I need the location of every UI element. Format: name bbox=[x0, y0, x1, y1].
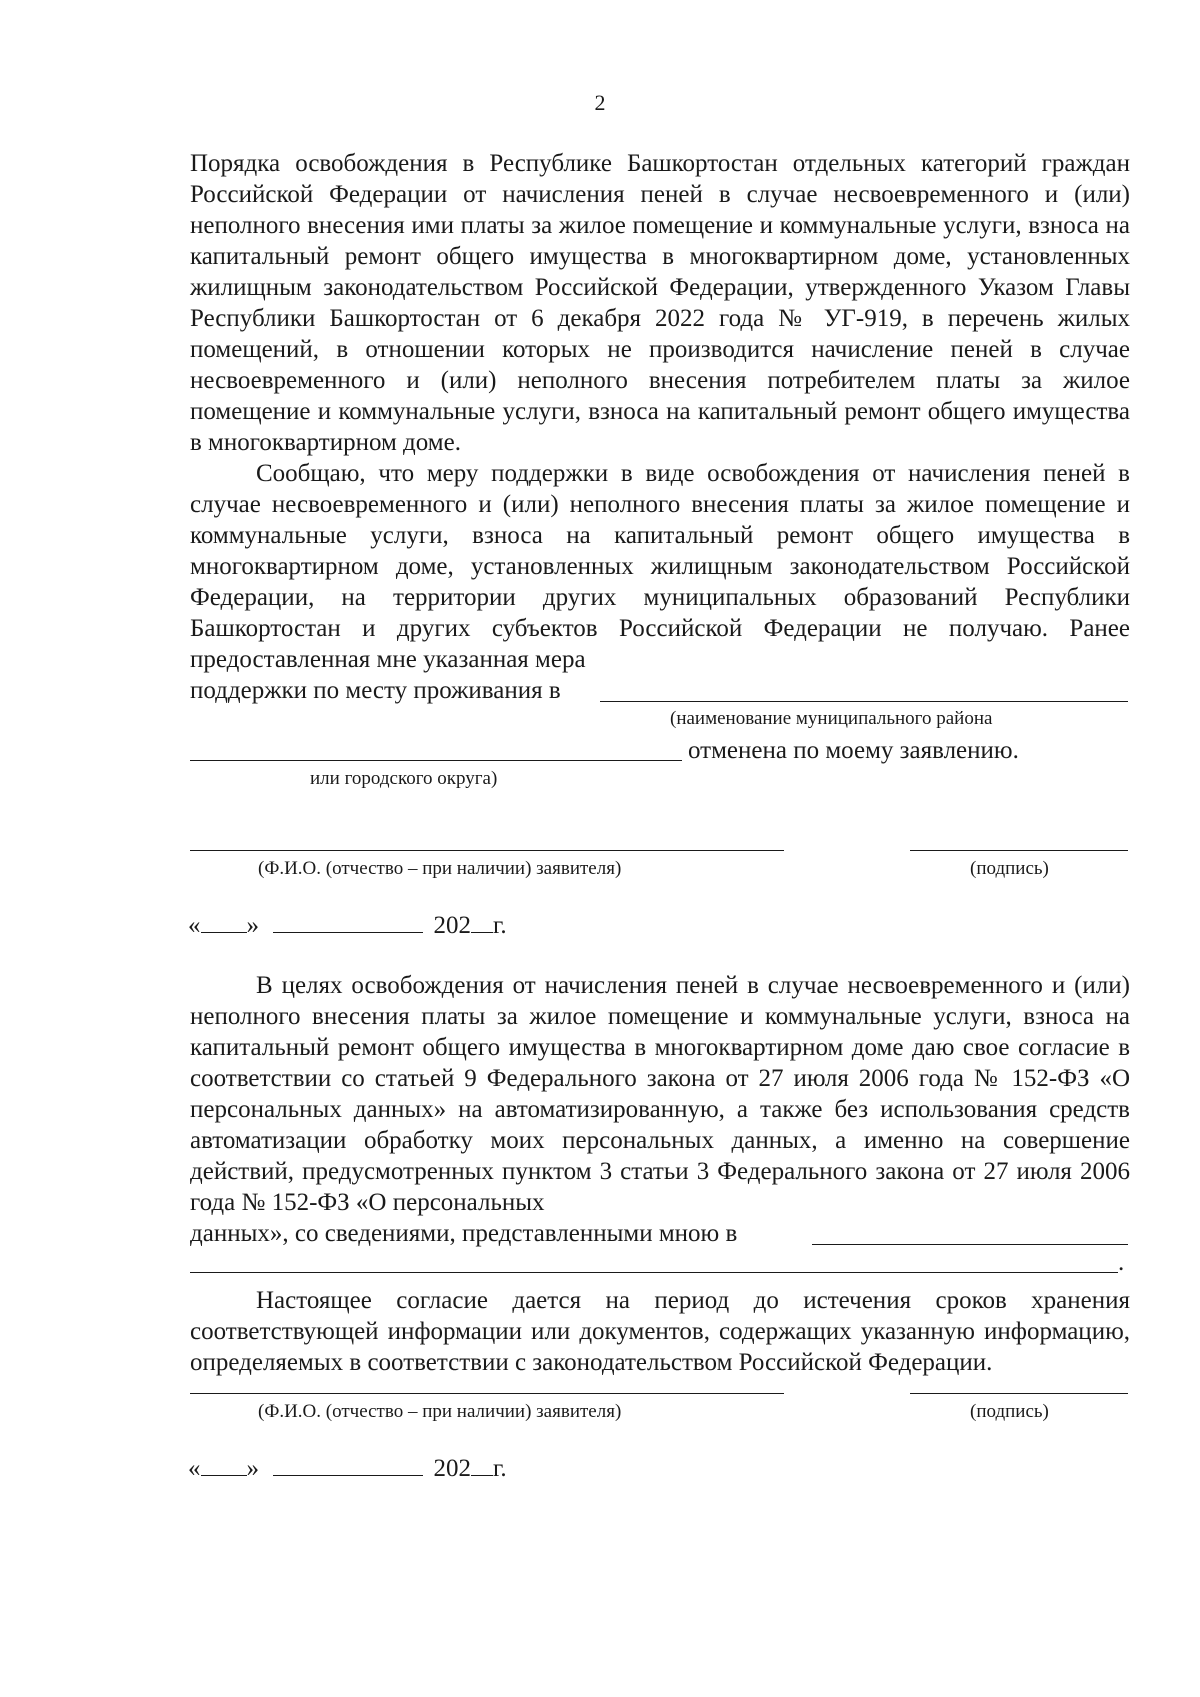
cancelled-text: отменена по моему заявлению. bbox=[688, 737, 1019, 764]
date-close-quote: » bbox=[246, 1455, 259, 1482]
date-month-blank[interactable] bbox=[273, 1455, 423, 1476]
consent-info-end: . bbox=[1118, 1249, 1125, 1276]
fio-line-2[interactable] bbox=[190, 1393, 784, 1394]
consent-info-line-1[interactable] bbox=[812, 1244, 1128, 1245]
date-year-suffix: г. bbox=[493, 912, 507, 939]
date-open-quote: « bbox=[188, 912, 201, 939]
paragraph-no-support-statement: Сообщаю, что меру поддержки в виде освобождения от начисления пеней в случае несвоевременного и (или) неполного внесения платы за жилое помещение и коммунальные услуги, взноса на капитальный ремонт общего имущества в многоквартирном доме, установленных жилищным законодательством Российской Федерации, на территории других муниципальных образований Республики Башкортостан и других субъектов Российской Федерации не получаю. Ранее предоставленная мне указанная мера bbox=[190, 460, 1130, 673]
date-year: 202 bbox=[433, 912, 471, 939]
date-day-blank[interactable] bbox=[201, 912, 247, 933]
fio-label-1: (Ф.И.О. (отчество – при наличии) заявителя) bbox=[258, 858, 622, 879]
date-year-blank[interactable] bbox=[471, 1455, 493, 1476]
fio-label-2: (Ф.И.О. (отчество – при наличии) заявителя) bbox=[258, 1401, 622, 1422]
municipality-line-2[interactable] bbox=[190, 760, 682, 761]
paragraph-consent: В целях освобождения от начисления пеней в случае несвоевременного и (или) неполного внесения платы за жилое помещение и коммунальные услуги, взноса на капитальный ремонт общего имущества в многоквартирном доме даю свое согласие в соответствии со статьей 9 Федерального закона от 27 июля 2006 года № 152-ФЗ «О персональных данных» на автоматизированную, а также без использования средств автоматизации обработку моих персональных данных, а именно на совершение действий, предусмотренных пунктом 3 статьи 3 Федерального закона от 27 июля 2006 года № 152-ФЗ «О персональных bbox=[190, 972, 1130, 1216]
paragraph-decree-reference: Порядка освобождения в Республике Башкортостан отдельных категорий граждан Российской Федерации от начисления пеней в случае несвоевременного и (или) неполного внесения ими платы за жилое помещение и коммунальные услуги, взноса на капитальный ремонт общего имущества в многоквартирном доме, установленных жилищным законодательством Российской Федерации, утвержденного Указом Главы Республики Башкортостан от 6 декабря 2022 года № УГ-919, в перечень жилых помещений, в отношении которых не производится начисление пеней в случае несвоевременного и (или) неполного внесения потребителем платы за жилое помещение и коммунальные услуги, взноса на капитальный ремонт общего имущества в многоквартирном доме. bbox=[190, 150, 1130, 456]
date-year: 202 bbox=[433, 1455, 471, 1482]
signature-line-1[interactable] bbox=[910, 850, 1128, 851]
support-location-label: поддержки по месту проживания в bbox=[190, 677, 561, 704]
date-close-quote: » bbox=[246, 912, 259, 939]
consent-info-line-2[interactable] bbox=[190, 1272, 1118, 1273]
date-year-suffix: г. bbox=[493, 1455, 507, 1482]
date-month-blank[interactable] bbox=[273, 912, 423, 933]
municipality-hint-1: (наименование муниципального района bbox=[670, 708, 993, 729]
date-year-blank[interactable] bbox=[471, 912, 493, 933]
date-day-blank[interactable] bbox=[201, 1455, 247, 1476]
signature-label-2: (подпись) bbox=[970, 1401, 1049, 1422]
municipality-hint-2: или городского округа) bbox=[310, 768, 498, 789]
fio-line-1[interactable] bbox=[190, 850, 784, 851]
date-open-quote: « bbox=[188, 1455, 201, 1482]
date-field-1[interactable] bbox=[188, 910, 507, 941]
signature-label-1: (подпись) bbox=[970, 858, 1049, 879]
paragraph-consent-period: Настоящее согласие дается на период до истечения сроков хранения соответствующей информации или документов, содержащих указанную информацию, определяемых в соответствии с законодательством Российской Федерации. bbox=[190, 1287, 1130, 1376]
date-field-2[interactable] bbox=[188, 1453, 507, 1484]
consent-info-label: данных», со сведениями, представленными мною в bbox=[190, 1220, 738, 1247]
page-number: 2 bbox=[594, 90, 606, 115]
municipality-line-1[interactable] bbox=[600, 701, 1128, 702]
signature-line-2[interactable] bbox=[910, 1393, 1128, 1394]
